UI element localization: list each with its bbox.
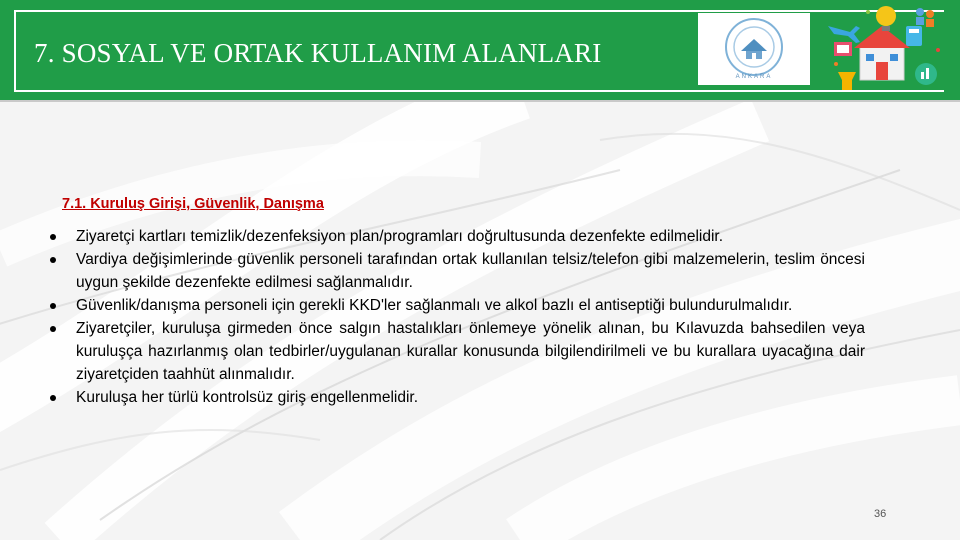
logo-text: ANKARA — [735, 74, 773, 80]
bullet-list — [50, 225, 865, 409]
list-item — [50, 248, 865, 294]
list-item-text: Kuruluşa her türlü kontrolsüz giriş engellenmelidir. — [76, 389, 419, 406]
list-item-text: Ziyaretçiler, kuruluşa girmeden önce salgın hastalıkları önlemeye yönelik alınan, bu Kılavuzda bahsedilen veya kuruluşça hazırlanmış olan tedbirler/uygulanan kurallar konusunda bilgilendirilmeli ve bu kurallara uyacağına dair ziyaretçiden taahhüt alınmalıdır. — [76, 320, 865, 383]
bullet-icon — [50, 234, 56, 240]
bullet-icon — [50, 395, 56, 401]
section-title: 7.1. Kuruluş Girişi, Güvenlik, Danışma — [62, 196, 324, 212]
list-item — [50, 386, 865, 409]
page-number: 36 — [874, 508, 887, 520]
airplane-icon — [828, 26, 860, 43]
education-icons-cluster — [820, 2, 946, 98]
list-item-text: Vardiya değişimlerinde güvenlik personeli tarafından ortak kullanılan telsiz/telefon gibi malzemelerin, teslim öncesi uygun şekilde dezenfekte edilmesi sağlanmalıdır. — [76, 251, 865, 291]
list-item — [50, 225, 865, 248]
list-item — [50, 317, 865, 386]
page-title: 7. SOSYAL VE ORTAK KULLANIM ALANLARI — [34, 38, 602, 68]
chart-icon — [915, 63, 937, 85]
list-item-text: Ziyaretçi kartları temizlik/dezenfeksiyon plan/programları doğrultusunda dezenfekte edilmelidir. — [76, 228, 724, 245]
calculator-icon — [906, 26, 922, 46]
bullet-icon — [50, 303, 56, 309]
list-item — [50, 294, 865, 317]
lightbulb-icon — [876, 6, 896, 31]
institution-logo — [698, 13, 810, 85]
trophy-icon — [838, 72, 856, 90]
people-icon — [916, 8, 934, 27]
book-icon — [834, 42, 852, 56]
school-icon — [854, 26, 910, 80]
list-item-text: Güvenlik/danışma personeli için gerekli KKD'ler sağlanmalı ve alkol bazlı el antiseptiği bulundurulmalıdır. — [76, 297, 793, 314]
bullet-icon — [50, 257, 56, 263]
bullet-icon — [50, 326, 56, 332]
